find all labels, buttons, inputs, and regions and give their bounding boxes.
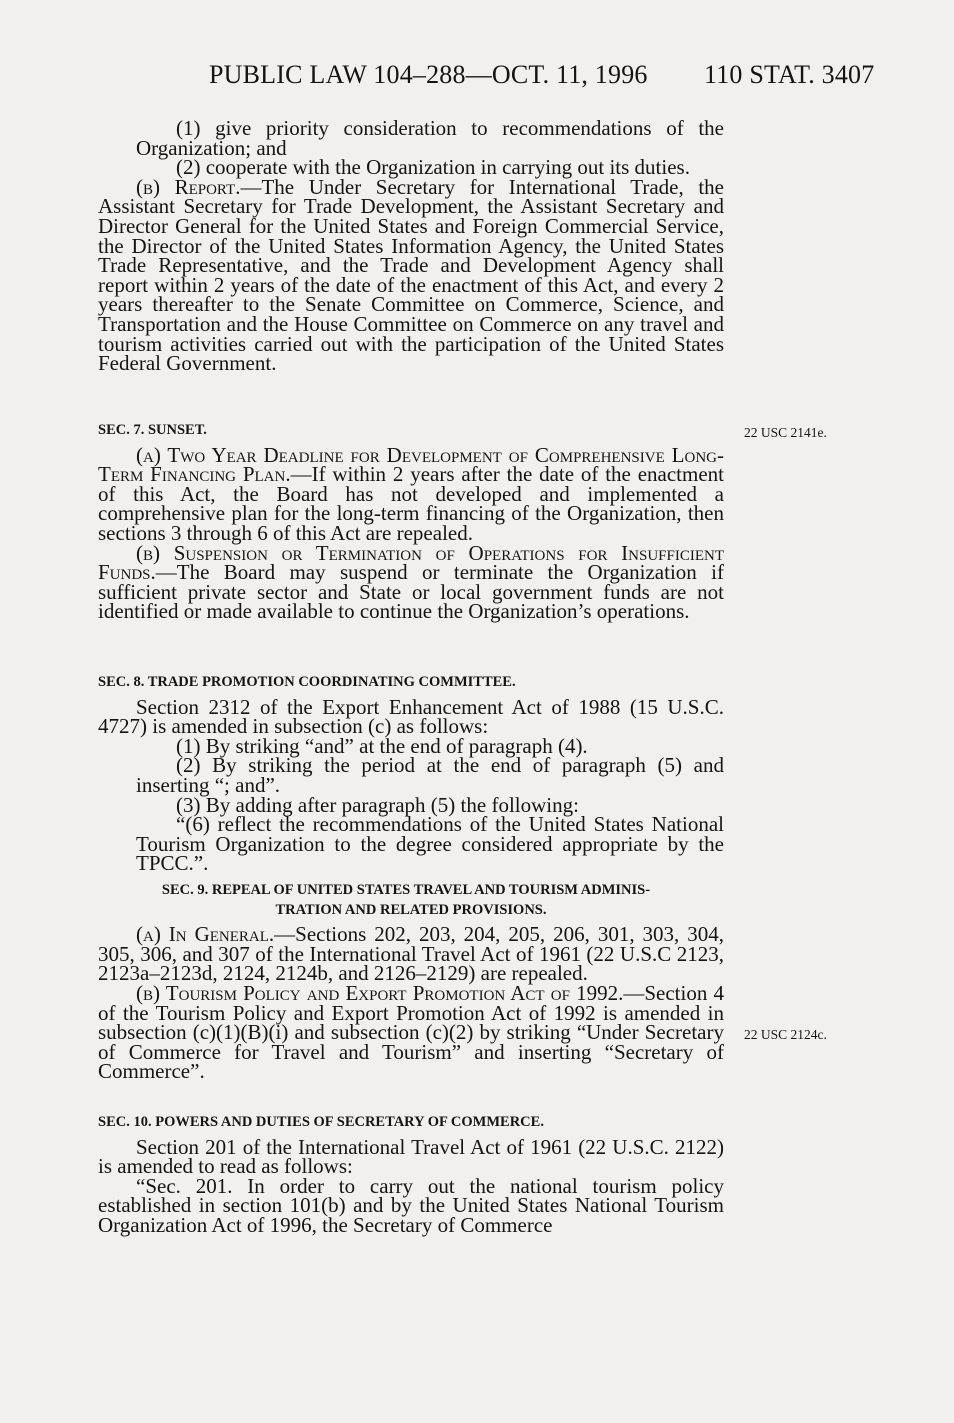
quoted-paragraph: “Sec. 201. In order to carry out the national tourism policy established in section 101(b) and by the United States National Tourism Organization Act of 1996, the Secretary of Commerce — [98, 1173, 724, 1237]
subsection-label: (a) Two Year Deadline for Development of Comprehensive Long-Term Financing Plan. — [98, 442, 724, 487]
paragraph-text: —If within 2 years after the date of the enactment of this Act, the Board has not developed and implemented a comprehensive plan for the long-term financing of the Organization, then sections 3 through 6 of this Act are repealed. — [98, 462, 724, 545]
running-header-title: PUBLIC LAW 104–288—OCT. 11, 1996 — [209, 60, 648, 89]
section-heading: SEC. 7. SUNSET. — [98, 422, 207, 438]
subsection-label: (b) Suspension or Termination of Operations for Insufficient Funds. — [98, 540, 724, 585]
subsection-label: (b) Report. — [136, 174, 241, 199]
subsection-label: (b) Tourism Policy and Export Promotion Act of 1992. — [136, 980, 624, 1005]
section-heading-line: SEC. 9. REPEAL OF UNITED STATES TRAVEL AND TOURISM ADMINIS- — [161, 882, 651, 898]
section-heading: SEC. 8. TRADE PROMOTION COORDINATING COMMITTEE. — [98, 674, 516, 690]
quoted-paragraph: “(6) reflect the recommendations of the United States National Tourism Organization to the degree considered appropriate by the TPCC.”. — [136, 812, 724, 876]
paragraph-text: —The Board may suspend or terminate the Organization if sufficient private sector and State or local government funds are not identified or made available to continue the Organization’s operations. — [98, 560, 724, 624]
running-header-stat: 110 STAT. 3407 — [704, 60, 875, 89]
section-heading-line: TRATION AND RELATED PROVISIONS. — [275, 901, 547, 918]
list-item: (3) By adding after paragraph (5) the following: — [176, 792, 579, 817]
paragraph — [98, 442, 724, 545]
list-item: (1) give priority consideration to recommendations of the Organization; and — [136, 116, 724, 160]
paragraph — [98, 922, 724, 986]
section-8 — [98, 673, 724, 874]
margin-citation: 22 USC 2141e. — [744, 425, 827, 440]
paragraph-text: —Section 4 of the Tourism Policy and Export Promotion Act of 1992 is amended in subsection (c)(1)(B)(i) and subsection (c)(2) by striking “Under Secretary of Commerce for Travel and Tourism” and inserting “Secretary of Commerce”. — [98, 980, 725, 1084]
paragraph — [98, 980, 725, 1084]
section-9 — [98, 881, 724, 1082]
paragraph — [98, 540, 724, 624]
body-block-1 — [98, 116, 724, 376]
paragraph-report — [98, 174, 724, 376]
section-heading: SEC. 10. POWERS AND DUTIES OF SECRETARY OF COMMERCE. — [98, 1114, 544, 1130]
section-heading — [98, 881, 724, 920]
paragraph-text: —Sections 202, 203, 204, 205, 206, 301, 303, 304, 305, 306, and 307 of the International Travel Act of 1961 (22 U.S.C 2123, 2123a–2123d, 2124, 2124b, and 2126–2129) are repealed. — [98, 922, 724, 986]
paragraph: Section 201 of the International Travel Act of 1961 (22 U.S.C. 2122) is amended to read as follows: — [98, 1134, 724, 1179]
list-item: (2) By striking the period at the end of paragraph (5) and inserting “; and”. — [136, 753, 724, 797]
section-7 — [98, 421, 724, 622]
section-10 — [98, 1113, 724, 1236]
subsection-label: (a) In General. — [136, 922, 275, 947]
margin-citation: 22 USC 2124c. — [744, 1027, 827, 1042]
list-item: (1) By striking “and” at the end of paragraph (4). — [176, 733, 588, 758]
list-item: (2) cooperate with the Organization in carrying out its duties. — [176, 155, 690, 180]
paragraph-text: —The Under Secretary for International Trade, the Assistant Secretary for Trade Development, the Assistant Secretary and Director General for the United States and Foreign Commercial Service, the Director of the United States Information Agency, the United States Trade Representative, and the Trade and Development Agency shall report within 2 years of the date of the enactment of this Act, and every 2 years thereafter to the Senate Committee on Commerce, Science, and Transportation and the House Committee on Commerce on any travel and tourism activities carried out with the participation of the United States Federal Government. — [98, 174, 724, 376]
paragraph: Section 2312 of the Export Enhancement Act of 1988 (15 U.S.C. 4727) is amended in subsection (c) as follows: — [98, 694, 724, 739]
